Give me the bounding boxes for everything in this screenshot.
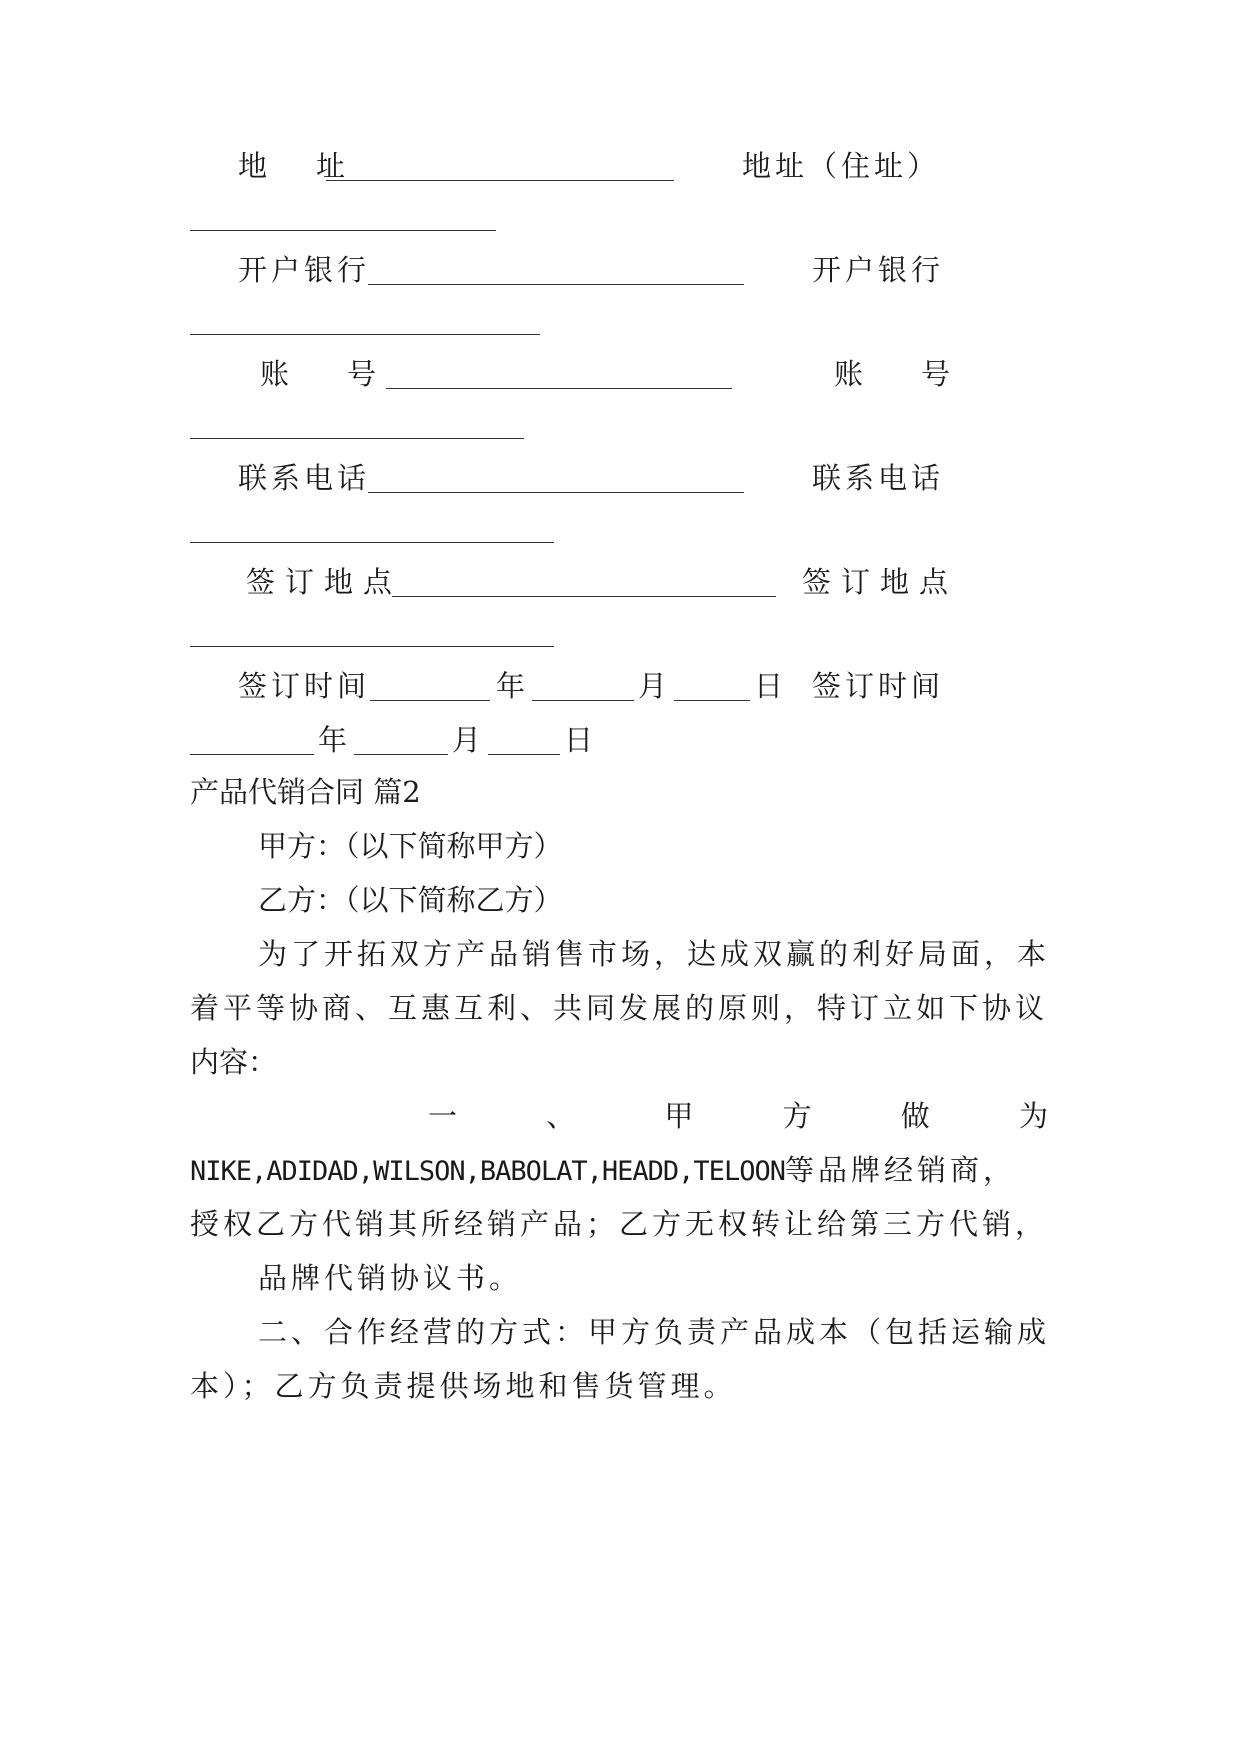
- month-blank-party-a[interactable]: [532, 674, 634, 701]
- place-label-party-b: 签订地点: [802, 565, 959, 599]
- account-label-party-b: 账 号: [834, 357, 951, 391]
- address-blank-party-b[interactable]: [190, 230, 496, 231]
- account-label-party-a: 账 号: [260, 357, 377, 391]
- month-blank-party-b[interactable]: [354, 728, 448, 755]
- clause-1-word: 一: [428, 1099, 458, 1133]
- place-label-party-a: 签订地点: [246, 565, 403, 599]
- clause-1-brands-line: [190, 1150, 1050, 1192]
- month-label-party-b: 月: [452, 723, 482, 757]
- place-blank-party-a[interactable]: [392, 570, 776, 597]
- address-label-party-b: 地址（住址）: [742, 149, 941, 183]
- clause-2-line-2: 本）；乙方负责提供场地和售货管理。: [190, 1369, 737, 1403]
- phone-blank-party-b[interactable]: [190, 542, 554, 543]
- day-blank-party-a[interactable]: [674, 674, 750, 701]
- day-label-party-b: 日: [564, 723, 594, 757]
- day-label-party-a: 日: [754, 669, 784, 703]
- clause-1-word: 、: [546, 1099, 576, 1133]
- bank-blank-party-a[interactable]: [368, 258, 744, 285]
- month-label-party-a: 月: [638, 669, 668, 703]
- clause-2-line-1: 二、合作经营的方式：甲方负责产品成本（包括运输成: [258, 1315, 1051, 1349]
- intro-line-1: 为了开拓双方产品销售市场，达成双赢的利好局面，本: [258, 937, 1051, 971]
- section-title: 产品代销合同 篇2: [190, 775, 421, 809]
- clause-1-word: 方: [782, 1099, 812, 1133]
- place-blank-party-b[interactable]: [190, 646, 554, 647]
- year-blank-party-b[interactable]: [190, 728, 314, 755]
- party-b-line: 乙方：（以下简称乙方）: [258, 883, 563, 917]
- clause-1-brands: NIKE,ADIDAD,WILSON,BABOLAT,HEADD,TELOON: [190, 1156, 785, 1187]
- clause-1-brands-tail: 等品牌经销商，: [784, 1153, 1016, 1187]
- time-label-party-a: 签订时间: [238, 669, 371, 703]
- bank-blank-party-b[interactable]: [190, 334, 540, 335]
- clause-1-line-3: 品牌代销协议书。: [258, 1261, 523, 1295]
- clause-1-line-2: 授权乙方代销其所经销产品；乙方无权转让给第三方代销，: [190, 1207, 1049, 1241]
- phone-blank-party-a[interactable]: [368, 466, 744, 493]
- clause-1-word: 为: [1018, 1099, 1048, 1133]
- bank-label-party-b: 开户银行: [812, 253, 945, 287]
- account-blank-party-a[interactable]: [386, 362, 732, 389]
- phone-label-party-a: 联系电话: [238, 461, 371, 495]
- day-blank-party-b[interactable]: [488, 728, 560, 755]
- address-label-party-a: 地 址: [238, 149, 356, 183]
- party-a-line: 甲方：（以下简称甲方）: [258, 829, 563, 863]
- year-label-party-b: 年: [318, 723, 348, 757]
- phone-label-party-b: 联系电话: [812, 461, 945, 495]
- clause-1-heading: [428, 1096, 1048, 1136]
- address-blank-party-a[interactable]: [326, 154, 674, 181]
- bank-label-party-a: 开户银行: [238, 253, 371, 287]
- clause-1-word: 做: [900, 1099, 930, 1133]
- intro-line-2: 着平等协商、互惠互利、共同发展的原则，特订立如下协议: [190, 991, 1049, 1025]
- clause-1-word: 甲: [664, 1099, 694, 1133]
- intro-line-3: 内容：: [190, 1045, 278, 1079]
- account-blank-party-b[interactable]: [190, 438, 524, 439]
- year-blank-party-a[interactable]: [370, 674, 490, 701]
- time-label-party-b: 签订时间: [812, 669, 945, 703]
- clause-1-words: [428, 1096, 1048, 1136]
- year-label-party-a: 年: [496, 669, 526, 703]
